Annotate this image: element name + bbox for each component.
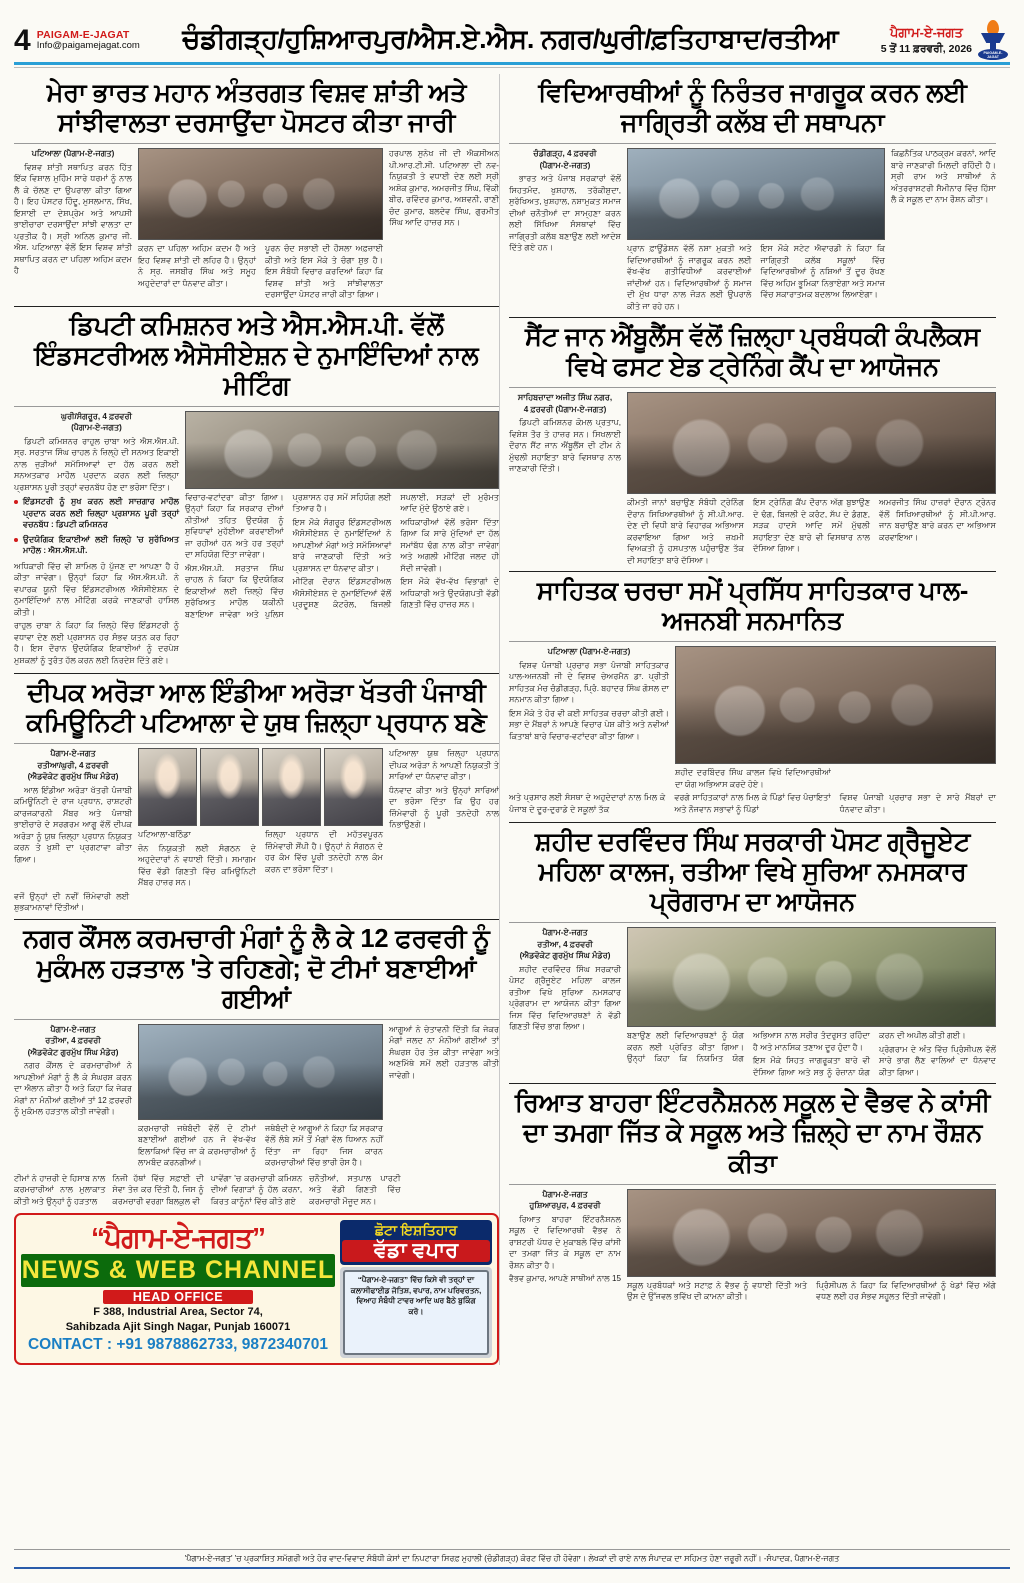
article-jagriti-club bbox=[509, 78, 996, 312]
article-2-col-3: ਵਿਚਾਰ-ਵਟਾਂਦਰਾ ਕੀਤਾ ਗਿਆ। ਉਨ੍ਹਾਂ ਕਿਹਾ ਕਿ ਸਰਕਾਰ ਦੀਆਂ ਨੀਤੀਆਂ ਤਹਿਤ ਉਦਯੋਗ ਨੂੰ ਸੁਵਿਧਾਵਾਂ ਮੁਹੱਈਆ ਕਰਵਾਈਆਂ ਜਾ ਰਹੀਆਂ ਹਨ ਅਤੇ ਹਰ ਤਰ੍ਹਾਂ ਦਾ ਸਹਿਯੋਗ ਦਿੱਤਾ ਜਾਵੇਗਾ। bbox=[185, 492, 284, 560]
article-8-col-4: ਆਗੂਆਂ ਨੇ ਚੇਤਾਵਨੀ ਦਿੱਤੀ ਕਿ ਜੇਕਰ ਮੰਗਾਂ ਜਲਦ ਨਾ ਮੰਨੀਆਂ ਗਈਆਂ ਤਾਂ ਸੰਘਰਸ਼ ਹੋਰ ਤੇਜ਼ ਕੀਤਾ ਜਾਵੇਗਾ ਅਤੇ ਅਣਮਿੱਥੇ ਸਮੇਂ ਲਈ ਹੜਤਾਲ ਕੀਤੀ ਜਾਵੇਗੀ। bbox=[389, 1024, 499, 1080]
ad-left-panel bbox=[21, 1220, 335, 1358]
article-8-col-3: ਜਥੇਬੰਦੀ ਦੇ ਆਗੂਆਂ ਨੇ ਕਿਹਾ ਕਿ ਸਰਕਾਰ ਵੱਲੋਂ ਲੰਬੇ ਸਮੇਂ ਤੋਂ ਮੰਗਾਂ ਵੱਲ ਧਿਆਨ ਨਹੀਂ ਦਿੱਤਾ ਜਾ ਰਿਹਾ ਜਿਸ ਕਾਰਨ ਕਰਮਚਾਰੀਆਂ ਵਿੱਚ ਭਾਰੀ ਰੋਸ ਹੈ। bbox=[265, 1123, 383, 1168]
article-9-col-1: ਰਿਆਤ ਬਾਹਰਾ ਇੰਟਰਨੈਸ਼ਨਲ ਸਕੂਲ ਦੇ ਵਿਦਿਆਰਥੀ ਵੈਭਵ ਨੇ ਰਾਸ਼ਟਰੀ ਪੱਧਰ ਦੇ ਮੁਕਾਬਲੇ ਵਿੱਚ ਕਾਂਸੀ ਦਾ ਤਮਗਾ ਜਿੱਤ ਕੇ ਸਕੂਲ ਦਾ ਨਾਮ ਰੌਸ਼ਨ ਕੀਤਾ ਹੈ। bbox=[509, 1214, 621, 1270]
article-5-col-5: ਵਿਸ਼ਵ ਪੰਜਾਬੀ ਪ੍ਰਚਾਰ ਸਭਾ ਦੇ ਸਾਰੇ ਮੈਂਬਰਾਂ ਦਾ ਧੰਨਵਾਦ ਕੀਤਾ। bbox=[839, 793, 996, 814]
article-6-col-4: ਪਟਿਆਲਾ ਯੁਥ ਜ਼ਿਲ੍ਹਾ ਪ੍ਰਧਾਨ ਦੀਪਕ ਅਰੋੜਾ ਨੇ ਆਪਣੀ ਨਿਯੁਕਤੀ ਤੇ ਸਾਰਿਆਂ ਦਾ ਧੰਨਵਾਦ ਕੀਤਾ। bbox=[389, 749, 499, 782]
masthead-brand-block bbox=[37, 29, 140, 52]
article-2-col-7: ਅਧਿਕਾਰੀਆਂ ਵੱਲੋਂ ਭਰੋਸਾ ਦਿੱਤਾ ਗਿਆ ਕਿ ਸਾਰੇ ਮੁੱਦਿਆਂ ਦਾ ਹੱਲ ਸਮਾਂਬੱਧ ਢੰਗ ਨਾਲ ਕੀਤਾ ਜਾਵੇਗਾ ਅਤੇ ਅਗਲੀ ਮੀਟਿੰਗ ਜਲਦ ਹੀ ਸੱਦੀ ਜਾਵੇਗੀ। bbox=[400, 517, 499, 573]
headline-article-8: ਨਗਰ ਕੌਂਸਲ ਕਰਮਚਾਰੀ ਮੰਗਾਂ ਨੂੰ ਲੈ ਕੇ 12 ਫਰਵਰੀ ਨੂੰ ਮੁਕੰਮਲ ਹੜਤਾਲ 'ਤੇ ਰਹਿਣਗੇ; ਦੋ ਟੀਮਾਂ ਬਣਾਈਆਂ ਗਈਆਂ bbox=[23, 924, 490, 1013]
page-number: 4 bbox=[14, 23, 31, 57]
dateline-article-5: ਪਟਿਆਲਾ (ਪੈਗਾਮ-ਏ-ਜਗਤ) bbox=[547, 647, 631, 657]
masthead bbox=[0, 0, 1024, 62]
article-1-col-1: ਵਿਸ਼ਵ ਸ਼ਾਂਤੀ ਸਥਾਪਿਤ ਕਰਨ ਹਿੱਤ ਇੱਕ ਵਿਸ਼ਾਲ ਮੁਹਿੰਮ ਸਾਰੇ ਧਰਮਾਂ ਨੂੰ ਨਾਲ ਲੈ ਕੇ ਚੱਲਣ ਦਾ ਉਪਰਾਲਾ ਕੀਤਾ ਗਿਆ ਹੈ। ਇਹ ਪੋਸਟਰ ਹਿੰਦੂ, ਮੁਸਲਮਾਨ, ਸਿੱਖ, ਇਸਾਈ ਦਾ ਦੇਸ਼ਪ੍ਰੇਮ ਅਤੇ ਆਪਸੀ ਭਾਈਚਾਰਾ ਦਰਸਾਉਂਦਾ ਸਾਂਝੀ ਵਾਲਤਾ ਦਾ ਪ੍ਰਤੀਕ ਹੈ। ਸ੍ਰੀ ਅਨਿਲ ਕੁਮਾਰ ਜੀ. ਐਸ. ਪਟਿਆਲਾ ਵੱਲੋਂ ਇਸ ਵਿਸ਼ਵ ਸ਼ਾਂਤੀ ਸਥਾਪਿਤ ਕਰਨ ਦਾ ਪਹਿਲਾ ਅਹਿਮ ਕਦਮ ਹੈ bbox=[14, 162, 132, 275]
ad-head-office-label: HEAD OFFICE bbox=[103, 1290, 253, 1304]
bullet-item: ਉਦਯੋਗਿਕ ਇਕਾਈਆਂ ਲਈ ਜ਼ਿਲ੍ਹੇ 'ਚ ਸੁਰੱਖਿਅਤ ਮਾਹੌਲ : ਐਸ.ਐਸ.ਪੀ. bbox=[14, 534, 179, 557]
article-poster-release bbox=[14, 78, 499, 301]
article-5-col-3: ਅਤੇ ਪ੍ਰਸਾਰ ਲਈ ਸੰਸਥਾ ਦੇ ਅਹੁਦੇਦਾਰਾਂ ਨਾਲ ਮਿਲ ਕੇ ਪੰਜਾਬ ਦੇ ਦੂਰ-ਦੁਰਾਡੇ ਦੇ ਸਕੂਲਾਂ ਤੱਕ bbox=[509, 793, 666, 814]
portrait-photo bbox=[262, 748, 321, 826]
ad-title: “ਪੈਗਾਮ-ਏ-ਜਗਤ” bbox=[21, 1220, 335, 1254]
photo-literary-award bbox=[675, 646, 996, 764]
article-7-col-2: ਬਣਾਉਣ ਲਈ ਵਿਦਿਆਰਥਣਾਂ ਨੂੰ ਯੋਗ ਕਰਨ ਲਈ ਪ੍ਰੇਰਿਤ ਕੀਤਾ ਗਿਆ। ਉਨ੍ਹਾਂ ਕਿਹਾ ਕਿ ਨਿਯਮਿਤ ਯੋਗ ਅਭਿਆਸ ਨਾਲ ਸਰੀਰ ਤੰਦਰੁਸਤ ਰਹਿੰਦਾ ਹੈ ਅਤੇ ਮਾਨਸਿਕ ਤਣਾਅ ਦੂਰ ਹੁੰਦਾ ਹੈ। bbox=[627, 1031, 870, 1064]
logo-wordmark: ਪੈਗਾਮ-ਏ-ਜਗਤ bbox=[889, 24, 963, 40]
left-column bbox=[14, 74, 499, 1365]
photo-strike-gathering bbox=[138, 1024, 383, 1120]
portrait-photo bbox=[324, 748, 383, 826]
article-4-col-1: ਡਿਪਟੀ ਕਮਿਸ਼ਨਰ ਕੋਮਲ ਪ੍ਰਤਾਪ, ਵਿਸ਼ੇਸ਼ ਤੌਰ ਤੇ ਹਾਜ਼ਰ ਸਨ। ਸਿਖਲਾਈ ਦੌਰਾਨ ਸੈਂਟ ਜਾਨ ਐਂਬੂਲੈਂਸ ਦੀ ਟੀਮ ਨੇ ਮੁੱਢਲੀ ਸਹਾਇਤਾ ਬਾਰੇ ਵਿਸਥਾਰ ਨਾਲ ਜਾਣਕਾਰੀ ਦਿੱਤੀ। bbox=[509, 418, 621, 474]
torch-logo-icon bbox=[976, 20, 1010, 60]
ad-promo-banner bbox=[340, 1220, 492, 1265]
dateline-article-4: ਸਾਹਿਬਜ਼ਾਦਾ ਅਜੀਤ ਸਿੰਘ ਨਗਰ, 4 ਫ਼ਰਵਰੀ (ਪੈਗਾਮ-ਏ-ਜਗਤ) bbox=[517, 393, 613, 414]
dateline-article-6: ਪੈਗਾਮ-ਏ-ਜਗਤ ਰਤੀਆ/ਘੁਰੀ, 4 ਫ਼ਰਵਰੀ (ਐਡਵੋਕੇਟ ਗੁਰਮੁੱਖ ਸਿੰਘ ਮੰਡੇਰ) bbox=[27, 749, 119, 782]
dateline-article-2: ਘੁਰੀ/ਸੰਗਰੂਰ, 4 ਫ਼ਰਵਰੀ (ਪੈਗਾਮ-ਏ-ਜਗਤ) bbox=[61, 411, 132, 433]
article-2-lead: ਡਿਪਟੀ ਕਮਿਸ਼ਨਰ ਰਾਹੁਲ ਚਾਬਾ ਅਤੇ ਐਸ.ਐਸ.ਪੀ. ਸ੍ਰ. ਸਰਤਾਜ ਸਿੰਘ ਚਾਹਲ ਨੇ ਜ਼ਿਲ੍ਹੇ ਦੀ ਸਨਅਤ ਇਕਾਈ ਨਾਲ ਜੁੜੀਆਂ ਸਮੱਸਿਆਵਾਂ ਦਾ ਹੱਲ ਕਰਨ ਲਈ ਸਨਅਤਕਾਰ ਮਾਹੌਲ ਪ੍ਰਦਾਨ ਕਰਨ ਲਈ ਜ਼ਿਲ੍ਹਾ ਪ੍ਰਸ਼ਾਸਨ ਪੂਰੀ ਤਰ੍ਹਾਂ ਵਚਨਬੱਧ ਹੋਣ ਦਾ ਭਰੋਸਾ ਦਿੱਤਾ। bbox=[14, 436, 179, 492]
article-8-col-6: ਨਿਜੀ ਹੱਥਾਂ ਵਿੱਚ ਸਫ਼ਾਈ ਦੀ ਸੇਵਾ ਤੇਜ਼ ਕਰ ਦਿੱਤੀ ਹੈ, ਜਿਸ ਨੂੰ ਕਰਮਚਾਰੀ ਵਰਗਾ ਬਿਲਕੁਲ ਵੀ bbox=[112, 1173, 204, 1206]
article-bronze-medal bbox=[509, 1088, 996, 1304]
article-8-col-1: ਨਗਰ ਕੌਂਸਲ ਦੇ ਕਰਮਚਾਰੀਆਂ ਨੇ ਆਪਣੀਆਂ ਮੰਗਾਂ ਨੂੰ ਲੈ ਕੇ ਸੰਘਰਸ਼ ਕਰਨ ਦਾ ਐਲਾਨ ਕੀਤਾ ਹੈ ਅਤੇ ਕਿਹਾ ਕਿ ਜੇਕਰ ਮੰਗਾਂ ਨਾ ਮੰਨੀਆਂ ਗਈਆਂ ਤਾਂ 12 ਫ਼ਰਵਰੀ ਨੂੰ ਮੁਕੰਮਲ ਹੜਤਾਲ ਕੀਤੀ ਜਾਵੇਗੀ। bbox=[14, 1061, 132, 1117]
article-2-col-2: ਰਾਹੁਲ ਚਾਬਾ ਨੇ ਕਿਹਾ ਕਿ ਜ਼ਿਲ੍ਹੇ ਵਿੱਚ ਇੰਡਸਟਰੀ ਨੂੰ ਵਧਾਵਾ ਦੇਣ ਲਈ ਪ੍ਰਸ਼ਾਸਨ ਹਰ ਸੰਭਵ ਯਤਨ ਕਰ ਰਿਹਾ ਹੈ। ਇਸ ਦੌਰਾਨ ਉਦਯੋਗਿਕ ਇਕਾਈਆਂ ਨੂੰ ਦਰਪੇਸ਼ ਮੁਸ਼ਕਲਾਂ ਨੂੰ ਤੁਰੰਤ ਹੱਲ ਕਰਨ ਲਈ ਨਿਰਦੇਸ਼ ਦਿੱਤੇ ਗਏ। bbox=[14, 621, 179, 665]
photo-row-portraits bbox=[138, 748, 383, 826]
headline-article-5: ਸਾਹਿਤਕ ਚਰਚਾ ਸਮੇਂ ਪ੍ਰਸਿੱਧ ਸਾਹਿਤਕਾਰ ਪਾਲ-ਅਜਨਬੀ ਸਨਮਾਨਿਤ bbox=[536, 577, 969, 636]
issue-date: 5 ਤੋਂ 11 ਫ਼ਰਵਰੀ, 2026 bbox=[880, 42, 972, 55]
ad-promo-body: “ਪੈਗਾਮ-ਏ-ਜਗਤ” ਵਿੱਚ ਕਿਸੇ ਵੀ ਤਰ੍ਹਾਂ ਦਾ ਕਲਾਸੀਫਾਈਡ ਜੋਤਿਸ਼, ਵਪਾਰ, ਨਾਮ ਪਰਿਵਰਤਨ, ਵਿਆਹ ਸੰਬੰਧੀ ਟਾਵਰ ਆਦਿ ਘਰ ਬੈਠੇ ਬੁਕਿੰਗ ਕਰੋ। bbox=[343, 1270, 489, 1355]
article-7-col-4: ਪ੍ਰੋਗਰਾਮ ਦੇ ਅੰਤ ਵਿੱਚ ਪ੍ਰਿੰਸੀਪਲ ਵੱਲੋਂ ਸਾਰੇ ਭਾਗ ਲੈਣ ਵਾਲਿਆਂ ਦਾ ਧੰਨਵਾਦ ਕੀਤਾ ਗਿਆ। bbox=[879, 1044, 996, 1077]
article-2-col-1: ਅਧਿਕਾਰੀ ਵਿੱਚ ਵੀ ਸ਼ਾਮਿਲ ਹੋ ਪੁੱਜਣ ਦਾ ਆਪਣਾ ਹੈ ਹੋ ਕੀਤਾ ਜਾਵੇਗਾ। ਉਨ੍ਹਾਂ ਕਿਹਾ ਕਿ ਐਸ.ਐਸ.ਪੀ. ਨੇ ਵਪਾਰਕ ਯੂਨੀ ਵਿੱਚ ਇੰਡਸਟਰੀਅਲ ਐਸੋਸੀਏਸ਼ਨ ਦੇ ਨੁਮਾਇੰਦਿਆਂ ਨਾਲ ਮੀਟਿੰਗ ਕਰਕੇ ਜਾਣਕਾਰੀ ਹਾਸਿਲ ਕੀਤੀ। bbox=[14, 561, 179, 617]
article-7-col-1: ਸ਼ਹੀਦ ਦਰਵਿੰਦਰ ਸਿੰਘ ਸਰਕਾਰੀ ਪੋਸਟ ਗ੍ਰੈਜੂਏਟ ਮਹਿਲਾ ਕਾਲਜ ਰਤੀਆ ਵਿਖੇ ਸੁਰਿਆ ਨਮਸਕਾਰ ਪ੍ਰੋਗਰਾਮ ਦਾ ਆਯੋਜਨ ਕੀਤਾ ਗਿਆ ਜਿਸ ਵਿੱਚ ਵਿਦਿਆਰਥਣਾਂ ਨੇ ਵੱਡੀ ਗਿਣਤੀ ਵਿੱਚ ਭਾਗ ਲਿਆ। bbox=[509, 964, 621, 1032]
article-6-col-6: ਵਜੋਂ ਉਨ੍ਹਾਂ ਦੀ ਨਵੀਂ ਜ਼ਿੰਮੇਵਾਰੀ ਲਈ ਸ਼ੁਭਕਾਮਨਾਵਾਂ ਦਿੱਤੀਆਂ। bbox=[14, 891, 130, 913]
article-4-col-2: ਕੀਮਤੀ ਜਾਨਾਂ ਬਚਾਉਣ ਸੰਬੰਧੀ ਟ੍ਰੇਨਿੰਗ ਦੌਰਾਨ ਸਿਖਿਆਰਥੀਆਂ ਨੂੰ ਸੀ.ਪੀ.ਆਰ. ਦੇਣ ਦੀ ਵਿਧੀ ਬਾਰੇ ਵਿਹਾਰਕ ਅਭਿਆਸ ਕਰਵਾਇਆ ਗਿਆ ਅਤੇ ਜ਼ਖ਼ਮੀ ਵਿਅਕਤੀ ਨੂੰ ਹਸਪਤਾਲ ਪਹੁੰਚਾਉਣ ਤੱਕ ਦੀ ਸਹਾਇਤਾ ਬਾਰੇ ਦੱਸਿਆ। bbox=[627, 498, 744, 565]
article-1-col-2: ਕਰਨ ਦਾ ਪਹਿਲਾ ਅਹਿਮ ਕਦਮ ਹੈ ਅਤੇ ਇਹ ਵਿਸ਼ਵ ਸ਼ਾਂਤੀ ਦੀ ਲਹਿਰ ਹੈ। ਉਨ੍ਹਾਂ ਨੇ ਸ੍ਰ. ਜਸਬੀਰ ਸਿੰਘ ਅਤੇ ਸਮੂਹ ਅਹੁਦੇਦਾਰਾਂ ਦਾ ਧੰਨਵਾਦ ਕੀਤਾ। bbox=[138, 244, 256, 288]
article-deepak-arora bbox=[14, 678, 499, 914]
article-5-col-1: ਵਿਸ਼ਵ ਪੰਜਾਬੀ ਪ੍ਰਚਾਰ ਸਭਾ ਪੰਜਾਬੀ ਸਾਹਿਤਕਾਰ ਪਾਲ-ਅਜਨਬੀ ਜੀ ਦੇ ਵਿਸ਼ਵ ਚੇਅਰਮੈਨ ਡਾ. ਪ੍ਰੀਤੀ ਸਾਹਿਤਕ ਮੰਚ ਚੰਡੀਗੜ੍ਹ, ਪ੍ਰਿੰ. ਬਹਾਦਰ ਸਿੰਘ ਗੋਸਲ ਦਾ ਸਨਮਾਨ ਕੀਤਾ ਗਿਆ। bbox=[509, 660, 669, 705]
portrait-photo bbox=[138, 748, 197, 826]
headline-article-2: ਡਿਪਟੀ ਕਮਿਸ਼ਨਰ ਅਤੇ ਐਸ.ਐਸ.ਪੀ. ਵੱਲੋਂ ਇੰਡਸਟਰੀਅਲ ਐਸੋਸੀਏਸ਼ਨ ਦੇ ਨੁਮਾਇੰਦਿਆਂ ਨਾਲ ਮੀਟਿੰਗ bbox=[34, 311, 479, 400]
article-2-col-4: ਐਸ.ਐਸ.ਪੀ. ਸਰਤਾਜ ਸਿੰਘ ਚਾਹਲ ਨੇ ਕਿਹਾ ਕਿ ਉਦਯੋਗਿਕ ਇਕਾਈਆਂ ਲਈ ਜ਼ਿਲ੍ਹੇ ਵਿੱਚ ਸੁਰੱਖਿਅਤ ਮਾਹੌਲ ਯਕੀਨੀ ਬਣਾਇਆ ਜਾਵੇਗਾ ਅਤੇ ਪੁਲਿਸ ਪ੍ਰਸ਼ਾਸਨ ਹਰ ਸਮੇਂ ਸਹਿਯੋਗ ਲਈ ਤਿਆਰ ਹੈ। bbox=[185, 492, 392, 619]
article-7-col-3: ਇਸ ਮੌਕੇ ਸਿਹਤ ਜਾਗਰੂਕਤਾ ਬਾਰੇ ਵੀ ਦੱਸਿਆ ਗਿਆ ਅਤੇ ਸਭ ਨੂੰ ਰੋਜ਼ਾਨਾ ਯੋਗ ਕਰਨ ਦੀ ਅਪੀਲ ਕੀਤੀ ਗਈ। bbox=[753, 1031, 966, 1077]
article-6-col-1: ਆਲ ਇੰਡੀਆ ਅਰੋੜਾ ਖੱਤਰੀ ਪੰਜਾਬੀ ਕਮਿਊਨਿਟੀ ਦੇ ਰਾਜ ਪ੍ਰਧਾਨ, ਰਾਸ਼ਟਰੀ ਕਾਰਜਕਾਰਨੀ ਮੈਂਬਰ ਅਤੇ ਪੰਜਾਬੀ ਭਾਈਚਾਰੇ ਦੇ ਸਰਗਰਮ ਆਗੂ ਵੱਲੋਂ ਦੀਪਕ ਅਰੋੜਾ ਨੂੰ ਯੁਥ ਜ਼ਿਲ੍ਹਾ ਪ੍ਰਧਾਨ ਨਿਯੁਕਤ ਕਰਨ ਤੇ ਖੁਸ਼ੀ ਦਾ ਪ੍ਰਗਟਾਵਾ ਕੀਤਾ ਗਿਆ। bbox=[14, 785, 132, 864]
masthead-rule bbox=[14, 62, 1010, 65]
article-6-col-3: ਜ਼ਿਲ੍ਹਾ ਪ੍ਰਧਾਨ ਦੀ ਮਹੱਤਵਪੂਰਨ ਜ਼ਿੰਮੇਵਾਰੀ ਸੌਂਪੀ ਹੈ। ਉਨ੍ਹਾਂ ਨੇ ਸੰਗਠਨ ਦੇ ਹਰ ਕੰਮ ਵਿੱਚ ਪੂਰੀ ਤਨਦੇਹੀ ਨਾਲ ਕੰਮ ਕਰਨ ਦਾ ਭਰੋਸਾ ਦਿੱਤਾ। bbox=[265, 830, 383, 874]
article-5-col-4: ਵਰਗੇ ਸਾਹਿਤਕਾਰਾਂ ਨਾਲ ਮਿਲ ਕੇ ਪਿੰਡਾਂ ਵਿਚ ਪੰਚਾਇਤਾਂ ਅਤੇ ਨੌਜਵਾਨ ਸਭਾਵਾਂ ਨੂੰ ਪਿੰਡਾਂ bbox=[674, 793, 831, 814]
article-2-col-5: ਇਸ ਮੌਕੇ ਸੰਗਰੂਰ ਇੰਡਸਟਰੀਅਲ ਐਸੋਸੀਏਸ਼ਨ ਦੇ ਨੁਮਾਇੰਦਿਆਂ ਨੇ ਆਪਣੀਆਂ ਮੰਗਾਂ ਅਤੇ ਸਮੱਸਿਆਵਾਂ ਬਾਰੇ ਜਾਣਕਾਰੀ ਦਿੱਤੀ ਅਤੇ ਪ੍ਰਸ਼ਾਸਨ ਦਾ ਧੰਨਵਾਦ ਕੀਤਾ। bbox=[292, 517, 392, 573]
article-3-col-4: ਕਿਛਨੈਤਿਕ ਪਾਠਕ੍ਰਮ ਕਰਨਾਂ, ਆਦਿ ਬਾਰੇ ਜਾਣਕਾਰੀ ਮਿਲਦੀ ਰਹਿੰਦੀ ਹੈ। ਸ੍ਰੀ ਰਾਮ ਅਤੇ ਸਾਥੀਆਂ ਨੇ ਅੰਤਰਰਾਸ਼ਟਰੀ ਸੈਮੀਨਾਰ ਵਿੱਚ ਹਿੱਸਾ ਲੈ ਕੇ ਸਕੂਲ ਦਾ ਨਾਮ ਰੌਸ਼ਨ ਕੀਤਾ। bbox=[891, 149, 996, 205]
brand-email: Info@paigamejagat.com bbox=[36, 39, 140, 51]
ad-address-line-1: F 388, Industrial Area, Sector 74, bbox=[93, 1306, 263, 1319]
headline-article-7: ਸ਼ਹੀਦ ਦਰਵਿੰਦਰ ਸਿੰਘ ਸਰਕਾਰੀ ਪੋਸਟ ਗ੍ਰੈਜੂਏਟ ਮਹਿਲਾ ਕਾਲਜ, ਰਤੀਆ ਵਿਖੇ ਸੁਰਿਆ ਨਮਸਕਾਰ ਪ੍ਰੋਗਰਾਮ ਦਾ ਆਯੋਜਨ bbox=[534, 828, 971, 917]
article-8-col-5: ਟੀਮਾਂ ਨੇ ਹਾਜ਼ਰੀ ਦੇ ਹਿਸਾਬ ਨਾਲ ਕਰਮਚਾਰੀਆਂ ਨਾਲ ਮੁਲਾਕਾਤ ਕੀਤੀ ਅਤੇ ਉਨ੍ਹਾਂ ਨੂੰ ਹੜਤਾਲ bbox=[14, 1173, 106, 1206]
article-8-col-7: ਪਾਵੇਂਗਾ 'ਚ ਕਰਮਚਾਰੀ ਕਮਿਸ਼ਨ ਦੀਆਂ ਵਿਗਾੜਾਂ ਨੂੰ ਹੱਲ ਕਰਨਾ, ਕਿਰਤ ਕਾਨੂੰਨਾਂ ਵਿੱਚ ਕੀਤੇ ਗਏ bbox=[210, 1173, 303, 1206]
dateline-article-8: ਪੈਗਾਮ-ਏ-ਜਗਤ ਰਤੀਆ, 4 ਫ਼ਰਵਰੀ (ਐਡਵੋਕੇਟ ਗੁਰਮੁੱਖ ਸਿੰਘ ਮੰਡੇਰ) bbox=[27, 1024, 119, 1057]
article-3-col-3: ਇਸ ਮੌਕੇ ਸਟੇਟ ਐਵਾਰਡੀ ਨੇ ਕਿਹਾ ਕਿ ਜਾਗ੍ਰਿਤੀ ਕਲੱਬ ਸਕੂਲਾਂ ਵਿੱਚ ਵਿਦਿਆਰਥੀਆਂ ਨੂੰ ਨਸ਼ਿਆਂ ਤੋਂ ਦੂਰ ਰੱਖਣ ਵਿੱਚ ਅਹਿਮ ਭੂਮਿਕਾ ਨਿਭਾਏਗਾ ਅਤੇ ਸਮਾਜ ਵਿੱਚ ਸਕਾਰਾਤਮਕ ਬਦਲਾਅ ਲਿਆਏਗਾ। bbox=[760, 244, 885, 300]
photo-yoga-session bbox=[627, 927, 996, 1027]
bullet-item: ਇੰਡਸਟਰੀ ਨੂੰ ਸੁਖ ਕਰਨ ਲਈ ਸਾਜ਼ਗਾਰ ਮਾਹੌਲ ਪ੍ਰਦਾਨ ਕਰਨ ਲਈ ਜ਼ਿਲ੍ਹਾ ਪ੍ਰਸ਼ਾਸਨ ਪੂਰੀ ਤਰ੍ਹਾਂ ਵਚਨਬੱਧ : ਡਿਪਟੀ ਕਮਿਸ਼ਨਰ bbox=[14, 496, 179, 530]
torch-logo-text: PAIGAM-E-JAGAT bbox=[978, 49, 1008, 60]
article-4-col-4: ਅਮਰਜੀਤ ਸਿੰਘ ਹਾਜ਼ਰਾਂ ਦੌਰਾਨ ਟ੍ਰੇਨਰ ਵੱਲੋਂ ਸਿਖਿਆਰਥੀਆਂ ਨੂੰ ਸੀ.ਪੀ.ਆਰ. ਜਾਨ ਬਚਾਉਣ ਬਾਰੇ ਕਰਨ ਦਾ ਅਭਿਆਸ ਕਰਵਾਇਆ। bbox=[879, 498, 996, 542]
headline-article-4: ਸੈਂਟ ਜਾਨ ਐਂਬੂਲੈਂਸ ਵੱਲੋਂ ਜ਼ਿਲ੍ਹਾ ਪ੍ਰਬੰਧਕੀ ਕੰਪਲੈਕਸ ਵਿਖੇ ਫਸਟ ਏਡ ਟ੍ਰੇਨਿੰਗ ਕੈਂਪ ਦਾ ਆਯੋਜਨ bbox=[525, 323, 980, 382]
masthead-right bbox=[881, 20, 1010, 60]
article-5-col-2: ਇਸ ਮੌਕੇ ਤੇ ਹੋਰ ਵੀ ਕਈ ਸਾਹਿਤਕ ਚਰਚਾ ਕੀਤੀ ਗਈ। ਸਭਾ ਦੇ ਮੈਂਬਰਾਂ ਨੇ ਆਪਣੇ ਵਿਚਾਰ ਪੇਸ਼ ਕੀਤੇ ਅਤੇ ਨਵੀਆਂ ਕਿਤਾਬਾਂ ਬਾਰੇ ਵਿਚਾਰ-ਵਟਾਂਦਰਾ ਕੀਤਾ ਗਿਆ। bbox=[509, 708, 669, 741]
laptop-icon bbox=[340, 1267, 492, 1358]
ad-right-panel bbox=[340, 1220, 492, 1358]
article-6-col-5: ਧੰਨਵਾਦ ਕੀਤਾ ਅਤੇ ਉਨ੍ਹਾਂ ਸਾਰਿਆਂ ਦਾ ਭਰੋਸਾ ਦਿੱਤਾ ਕਿ ਉਹ ਹਰ ਜ਼ਿੰਮੇਵਾਰੀ ਨੂੰ ਪੂਰੀ ਤਨਦੇਹੀ ਨਾਲ ਨਿਭਾਉਣਗੇ। bbox=[389, 785, 499, 830]
article-4-col-3: ਇਸ ਟ੍ਰੇਨਿੰਗ ਕੈਂਪ ਦੌਰਾਨ ਅੱਗ ਬੁਝਾਉਣ ਦੇ ਢੰਗ, ਬਿਜਲੀ ਦੇ ਕਰੰਟ, ਸੱਪ ਦੇ ਡੰਗਣ, ਸੜਕ ਹਾਦਸੇ ਆਦਿ ਸਮੇਂ ਮੁੱਢਲੀ ਸਹਾਇਤਾ ਦੇਣ ਬਾਰੇ ਵੀ ਵਿਸਥਾਰ ਨਾਲ ਦੱਸਿਆ ਗਿਆ। bbox=[753, 498, 870, 554]
ad-promo-line-2: ਵੱਡਾ ਵਪਾਰ bbox=[342, 1240, 490, 1262]
headline-article-9: ਰਿਆਤ ਬਾਹਰਾ ਇੰਟਰਨੈਸ਼ਨਲ ਸਕੂਲ ਦੇ ਵੈਭਵ ਨੇ ਕਾਂਸੀ ਦਾ ਤਮਗਾ ਜਿੱਤ ਕੇ ਸਕੂਲ ਅਤੇ ਜ਼ਿਲ੍ਹੇ ਦਾ ਨਾਮ ਰੌਸ਼ਨ ਕੀਤਾ bbox=[514, 1089, 991, 1178]
headline-article-6: ਦੀਪਕ ਅਰੋੜਾ ਆਲ ਇੰਡੀਆ ਅਰੋੜਾ ਖੱਤਰੀ ਪੰਜਾਬੀ ਕਮਿਊਨਿਟੀ ਪਟਿਆਲਾ ਦੇ ਯੁਥ ਜ਼ਿਲ੍ਹਾ ਪ੍ਰਧਾਨ ਬਣੇ bbox=[26, 678, 487, 738]
photo-students-group bbox=[627, 148, 885, 240]
edition-list: ਚੰਡੀਗੜ੍ਹ/ਹੁਸ਼ਿਆਰਪੁਰ/ਐਸ.ਏ.ਐਸ. ਨਗਰ/ਘੁਰੀ/ਫ਼ਤਿਹਾਬਾਦ/ਰਤੀਆ bbox=[182, 24, 839, 54]
photo-first-aid-training bbox=[627, 392, 996, 494]
article-8-col-2: ਕਰਮਚਾਰੀ ਜਥੇਬੰਦੀ ਵੱਲੋਂ ਦੋ ਟੀਮਾਂ ਬਣਾਈਆਂ ਗਈਆਂ ਹਨ ਜੋ ਵੱਖ-ਵੱਖ ਇਲਾਕਿਆਂ ਵਿੱਚ ਜਾ ਕੇ ਕਰਮਚਾਰੀਆਂ ਨੂੰ ਲਾਮਬੰਦ ਕਰਨਗੀਆਂ। bbox=[138, 1123, 256, 1168]
article-1-col-3: ਪੂਰਨ ਚੰਦ ਸਭਾਈ ਦੀ ਹੌਸਲਾ ਅਫ਼ਜ਼ਾਈ ਕੀਤੀ ਅਤੇ ਇਸ ਮੌਕੇ ਤੇ ਚੰਗਾ ਸ਼ੁਭ ਹੈ। ਇਸ ਸੰਬੰਧੀ ਵਿਚਾਰ ਕਰਦਿਆਂ ਕਿਹਾ ਕਿ ਵਿਸ਼ਵ ਸ਼ਾਂਤੀ ਅਤੇ ਸਾਂਝੀਵਾਲਤਾ ਦਰਸਾਉਂਦਾ ਪੋਸਟਰ ਜਾਰੀ ਕੀਤਾ ਗਿਆ। bbox=[265, 244, 383, 300]
article-6-col-2: ਜ਼ੋਨ ਨਿਯੁਕਤੀ ਲਈ ਸੰਗਠਨ ਦੇ ਅਹੁਦੇਦਾਰਾਂ ਨੇ ਵਧਾਈ ਦਿੱਤੀ। ਸਮਾਗਮ ਵਿੱਚ ਵੱਡੀ ਗਿਣਤੀ ਵਿੱਚ ਕਮਿਊਨਿਟੀ ਮੈਂਬਰ ਹਾਜ਼ਰ ਸਨ। bbox=[138, 843, 256, 888]
article-dc-ssp-meeting bbox=[14, 311, 499, 668]
article-9-col-3: ਪ੍ਰਿੰਸੀਪਲ ਨੇ ਕਿਹਾ ਕਿ ਵਿਦਿਆਰਥੀਆਂ ਨੂੰ ਖੇਡਾਂ ਵਿੱਚ ਅੱਗੇ ਵਧਣ ਲਈ ਹਰ ਸੰਭਵ ਸਹੂਲਤ ਦਿੱਤੀ ਜਾਵੇਗੀ। bbox=[816, 1280, 996, 1302]
article-6-photo-caption: ਪਟਿਆਲਾ-ਬਠਿੰਡਾ bbox=[138, 830, 191, 840]
dateline-article-7: ਪੈਗਾਮ-ਏ-ਜਗਤ ਰਤੀਆ, 4 ਫ਼ਰਵਰੀ (ਐਡਵੋਕੇਟ ਗੁਰਮੁੱਖ ਸਿੰਘ ਮੰਡੇਰ) bbox=[519, 928, 611, 961]
ad-promo-line-1: ਛੋਟਾ ਇਸ਼ਤਿਹਾਰ bbox=[374, 1222, 458, 1239]
dateline-article-9: ਪੈਗਾਮ-ਏ-ਜਗਤ ਹੁਸ਼ਿਆਰਪੁਰ, 4 ਫ਼ਰਵਰੀ bbox=[529, 1189, 601, 1211]
ad-channel-label: NEWS & WEB CHANNEL bbox=[21, 1254, 335, 1287]
ad-address-line-2: Sahibzada Ajit Singh Nagar, Punjab 160071 bbox=[65, 1321, 291, 1333]
dateline-article-1: ਪਟਿਆਲਾ (ਪੈਗਾਮ-ਏ-ਜਗਤ) bbox=[31, 149, 115, 159]
photo-medal-winner bbox=[627, 1189, 996, 1277]
right-column bbox=[509, 74, 996, 1365]
dateline-article-3: ਚੰਡੀਗੜ੍ਹ, 4 ਫ਼ਰਵਰੀ (ਪੈਗਾਮ-ਏ-ਜਗਤ) bbox=[533, 149, 597, 170]
article-5-caption: ਸ਼ਹੀਦ ਦਰਬਿੰਦਰ ਸਿੰਘ ਕਾਲਜ ਵਿਖੇ ਵਿਦਿਆਰਥੀਆਂ ਦਾ ਯੋਗ ਅਭਿਆਸ ਕਰਦੇ ਹੋਏ। bbox=[675, 768, 831, 789]
footer-disclaimer: 'ਪੈਗਾਮ-ਏ-ਜਗਤ' 'ਚ ਪ੍ਰਕਾਸ਼ਿਤ ਸਮੱਗਰੀ ਅਤੇ ਹੋਰ ਵਾਦ-ਵਿਵਾਦ ਸੰਬੰਧੀ ਕੇਸਾਂ ਦਾ ਨਿਪਟਾਰਾ ਸਿਰਫ਼ ਮੁਹਾਲੀ (ਚੰਡੀਗੜ੍ਹ) ਕੋਰਟ ਵਿੱਚ ਹੀ ਹੋਵੇਗਾ। ਲੇਖਕਾਂ ਦੀ ਰਾਏ ਨਾਲ ਸੰਪਾਦਕ ਦਾ ਸਹਿਮਤ ਹੋਣਾ ਜ਼ਰੂਰੀ ਨਹੀਂ। -ਸੰਪਾਦਕ, ਪੈਗਾਮ-ਏ-ਜਗਤ bbox=[184, 1554, 840, 1563]
article-literary-honour bbox=[509, 576, 996, 817]
brand-name: PAIGAM-E-JAGAT bbox=[36, 28, 130, 41]
article-2-bullets bbox=[14, 496, 179, 556]
page-content bbox=[0, 68, 1024, 1365]
photo-poster-release bbox=[138, 148, 383, 240]
photo-industrial-meeting bbox=[185, 411, 499, 489]
page-footer bbox=[14, 1549, 1010, 1569]
masthead-logo-text bbox=[881, 25, 972, 56]
portrait-photo bbox=[200, 748, 259, 826]
ad-contact-number[interactable]: CONTACT : +91 9878862733, 9872340701 bbox=[27, 1335, 328, 1353]
article-9-col-2: ਸਕੂਲ ਪ੍ਰਬੰਧਕਾਂ ਅਤੇ ਸਟਾਫ਼ ਨੇ ਵੈਭਵ ਨੂੰ ਵਧਾਈ ਦਿੱਤੀ ਅਤੇ ਉਸ ਦੇ ਉੱਜਵਲ ਭਵਿੱਖ ਦੀ ਕਾਮਨਾ ਕੀਤੀ। bbox=[627, 1280, 807, 1302]
article-2-col-6: ਮੀਟਿੰਗ ਦੌਰਾਨ ਇੰਡਸਟਰੀਅਲ ਐਸੋਸੀਏਸ਼ਨ ਦੇ ਨੁਮਾਇੰਦਿਆਂ ਵੱਲੋਂ ਪ੍ਰਦੂਸ਼ਣ ਕੰਟਰੋਲ, ਬਿਜਲੀ ਸਪਲਾਈ, ਸੜਕਾਂ ਦੀ ਮੁਰੰਮਤ ਆਦਿ ਮੁੱਦੇ ਉਠਾਏ ਗਏ। bbox=[292, 492, 499, 610]
article-3-col-1: ਭਾਰਤ ਅਤੇ ਪੰਜਾਬ ਸਰਕਾਰਾਂ ਵੱਲੋਂ ਸਿਹਤਮੰਦ, ਖੁਸ਼ਹਾਲ, ਤਰੱਕੀਸ਼ੁਦਾ, ਸੁਰੱਖਿਅਤ, ਖੁਸ਼ਹਾਲ, ਨਸ਼ਾਮੁਕਤ ਸਮਾਜ ਦੀਆਂ ਚਨੌਤੀਆਂ ਦਾ ਸਾਮ੍ਹਣਾ ਕਰਨ ਲਈ ਸਿੱਖਿਆ ਸੰਸਥਾਵਾਂ ਵਿੱਚ ਜਾਗ੍ਰਿਤੀ ਕਲੱਬ ਬਣਾਉਣ ਲਈ ਆਦੇਸ਼ ਦਿੱਤੇ ਗਏ ਹਨ। bbox=[509, 174, 621, 253]
article-8-col-8: ਚਨੌਤੀਆਂ, ਸਤਪਾਲ ਪਾਰਟੀ ਅਤੇ ਵੱਡੀ ਗਿਣਤੀ ਵਿੱਚ ਕਰਮਚਾਰੀ ਮੌਜੂਦ ਸਨ। bbox=[309, 1173, 401, 1206]
masthead-left bbox=[14, 23, 140, 57]
advertisement-box[interactable] bbox=[14, 1213, 499, 1365]
article-surya-namaskar bbox=[509, 827, 996, 1078]
article-municipal-strike bbox=[14, 924, 499, 1208]
headline-article-1: ਮੇਰਾ ਭਾਰਤ ਮਹਾਨ ਅੰਤਰਗਤ ਵਿਸ਼ਵ ਸ਼ਾਂਤੀ ਅਤੇ ਸਾਂਝੀਵਾਲਤਾ ਦਰਸਾਉਂਦਾ ਪੋਸਟਰ ਕੀਤਾ ਜਾਰੀ bbox=[46, 79, 467, 138]
headline-article-3: ਵਿਦਿਆਰਥੀਆਂ ਨੂੰ ਨਿਰੰਤਰ ਜਾਗਰੂਕ ਕਰਨ ਲਈ ਜਾਗ੍ਰਿਤੀ ਕਲੱਬ ਦੀ ਸਥਾਪਨਾ bbox=[538, 79, 967, 138]
article-3-col-2: ਪ੍ਰਾਨ ਫ਼ਾਊਂਡੇਸ਼ਨ ਵੱਲੋਂ ਨਸ਼ਾ ਮੁਕਤੀ ਅਤੇ ਵਿਦਿਆਰਥੀਆਂ ਨੂੰ ਜਾਗਰੂਕ ਕਰਨ ਲਈ ਵੱਖ-ਵੱਖ ਗਤੀਵਿਧੀਆਂ ਕਰਵਾਈਆਂ ਜਾਂਦੀਆਂ ਹਨ। ਵਿਦਿਆਰਥੀਆਂ ਨੂੰ ਸਮਾਜ ਦੀ ਮੁੱਖ ਧਾਰਾ ਨਾਲ ਜੋੜਨ ਲਈ ਉਪਰਾਲੇ ਕੀਤੇ ਜਾ ਰਹੇ ਹਨ। bbox=[627, 244, 752, 311]
article-1-col-4: ਹਰਪਾਲ ਸੁਨੇਖ ਜੀ ਦੀ ਐਕਸੀਅਨ ਪੀ.ਆਰ.ਟੀ.ਸੀ. ਪਟਿਆਲਾ ਦੀ ਨਵ-ਨਿਯੁਕਤੀ ਤੇ ਵਧਾਈ ਦੇਣ ਲਈ ਸ੍ਰੀ ਅਸ਼ੋਕ ਕੁਮਾਰ, ਅਮਰਜੀਤ ਸਿੰਘ, ਵਿੱਕੀ ਬੀਰ, ਰਵਿੰਦਰ ਕੁਮਾਰ, ਅਸ਼ਵਨੀ, ਰਾਣੀ ਚੰਦ ਕੁਮਾਰ, ਬਲਦੇਵ ਸਿੰਘ, ਗੁਰਮੀਤ ਸਿੰਘ ਆਦਿ ਹਾਜ਼ਰ ਸਨ। bbox=[389, 149, 499, 228]
article-2-col-8: ਇਸ ਮੌਕੇ ਵੱਖ-ਵੱਖ ਵਿਭਾਗਾਂ ਦੇ ਅਧਿਕਾਰੀ ਅਤੇ ਉਦਯੋਗਪਤੀ ਵੱਡੀ ਗਿਣਤੀ ਵਿੱਚ ਹਾਜ਼ਰ ਸਨ। bbox=[400, 577, 499, 610]
article-9-caption: ਵੈਭਵ ਕੁਮਾਰ, ਆਪਣੇ ਸਾਥੀਆਂ ਨਾਲ 15 bbox=[509, 1274, 622, 1284]
column-divider bbox=[499, 74, 509, 1365]
article-first-aid-camp bbox=[509, 322, 996, 566]
